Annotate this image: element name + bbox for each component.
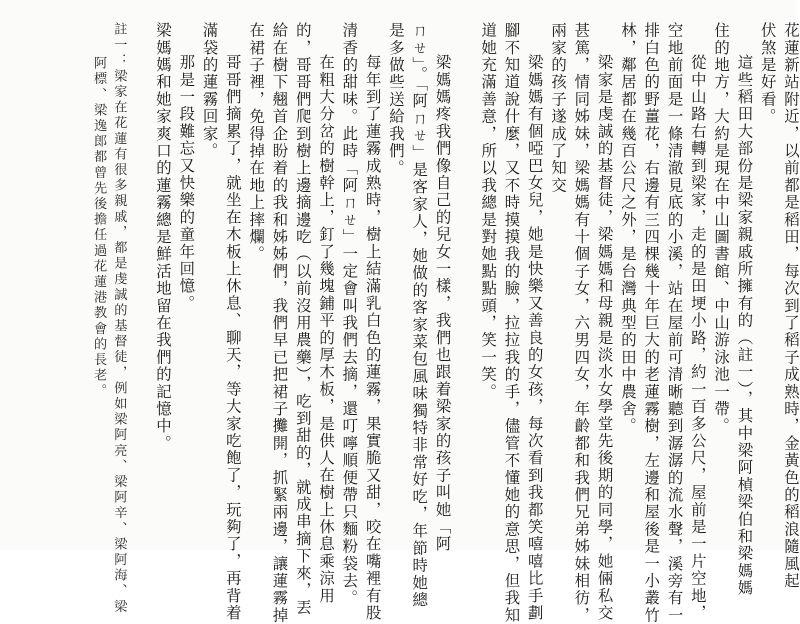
vertical-text-body	[10, 22, 800, 624]
text-column: 兩家的孩子遂成了知交	[549, 22, 568, 194]
text-column: 道她充滿善意，所以我總是對她點點頭，笑一笑。	[479, 22, 498, 401]
text-column: 那是一段難忘又快樂的童年回憶。	[177, 54, 196, 312]
text-column: 在粗大分岔的樹幹上，釘了幾塊鋪平的厚木板，是供人在樹上休息乘涼用	[317, 54, 336, 605]
text-column: 給在樹下翹首企盼着的我和姊姊們，我們早已把裙子攤開，抓緊兩邊，讓蓮霧掉	[270, 22, 289, 624]
text-column: 林，鄰居都在幾百公尺之外，是台灣典型的田中農舍。	[618, 22, 637, 435]
text-column: 哥哥們摘累了，就坐在木板上休息、聊天，等大家吃飽了，玩夠了，再背着	[223, 54, 242, 622]
text-column: 梁媽媽有個啞巴女兒，她是快樂又善良的女孩，每次看到我都笑嘻嘻比手劃	[525, 54, 544, 622]
text-column: 這些稻田大部份是梁家親戚所擁有的（註一），其中梁阿楨梁伯和梁媽媽	[735, 54, 754, 597]
paragraph-gap	[456, 22, 474, 32]
text-column: 從中山路右轉到梁家，走的是田埂小路，約一百多公尺，屋前是一片空地，	[688, 54, 707, 622]
text-column: 甚篤，情同姊妹，梁媽媽有十個子女，六男四女，年齡都和我們兄弟姊妹相彷，	[572, 22, 591, 624]
text-column: 梁媽媽疼我們像自己的兒女一樣，我們也跟着梁家的孩子叫她「阿	[433, 54, 452, 553]
text-column: 每年到了蓮霧成熟時，樹上結滿乳白色的蓮霧，果實脆又甜，咬在嘴裡有股	[363, 54, 382, 622]
text-column: 伏煞是好看。	[758, 22, 777, 126]
text-column: 空地前面是一條清澈見底的小溪，站在屋前可清晰聽到潺潺的流水聲，溪旁有一	[665, 22, 684, 624]
text-column: 清香的甜味。此時「阿ㄇㄝ」一定會叫我們去摘，還叮嚀順便帶只麵粉袋去。	[340, 22, 359, 607]
text-column: 花蓮新站附近，以前都是稻田，每次到了稻子成熟時，金黃色的稻浪隨風起	[782, 22, 800, 590]
text-column: 排白色的野薑花，右邊有三四棵幾十年巨大的老蓮霧樹，左邊和屋後是一小叢竹	[642, 22, 661, 624]
text-column: 住的地方，大約是現在中山圖書館、中山游泳池一帶。	[712, 22, 731, 435]
text-column: 梁家是虔誠的基督徒，梁媽媽和母親是淡水女學堂先後期的同學，她倆私交	[595, 54, 614, 622]
text-column: 的，哥哥們爬到樹上邊摘邊吃（以前沒用農藥），吃到甜的，就成串摘下來，丟	[293, 22, 312, 617]
text-column: 是多做些送給我們。	[386, 22, 405, 177]
paragraph-gap	[131, 22, 149, 32]
footnote-line: 阿標、梁逸郎都曾先後擔任過花蓮港教會的長老。	[91, 56, 107, 400]
text-column: 梁媽媽和她家爽口的蓮霧總是鮮活地留在我們的記憶中。	[153, 22, 172, 452]
footnote-line: 註一：梁家在花蓮有很多親戚，都是虔誠的基督徒，例如梁阿亮、梁阿辛、梁阿海、梁	[111, 22, 127, 615]
text-column: ㄇㄝ」。「阿ㄇㄝ」是客家人，她做的客家菜包風味獨特非常好吃，年節時她總	[410, 22, 429, 609]
text-column: 在裙子裡，免得掉在地上摔爛。	[247, 22, 266, 263]
text-column: 滿袋的蓮霧回家。	[200, 22, 219, 160]
text-column: 腳不知道說什麼，又不時摸摸我的臉，拉拉我的手，儘管不懂她的意思，但我知	[502, 22, 521, 624]
